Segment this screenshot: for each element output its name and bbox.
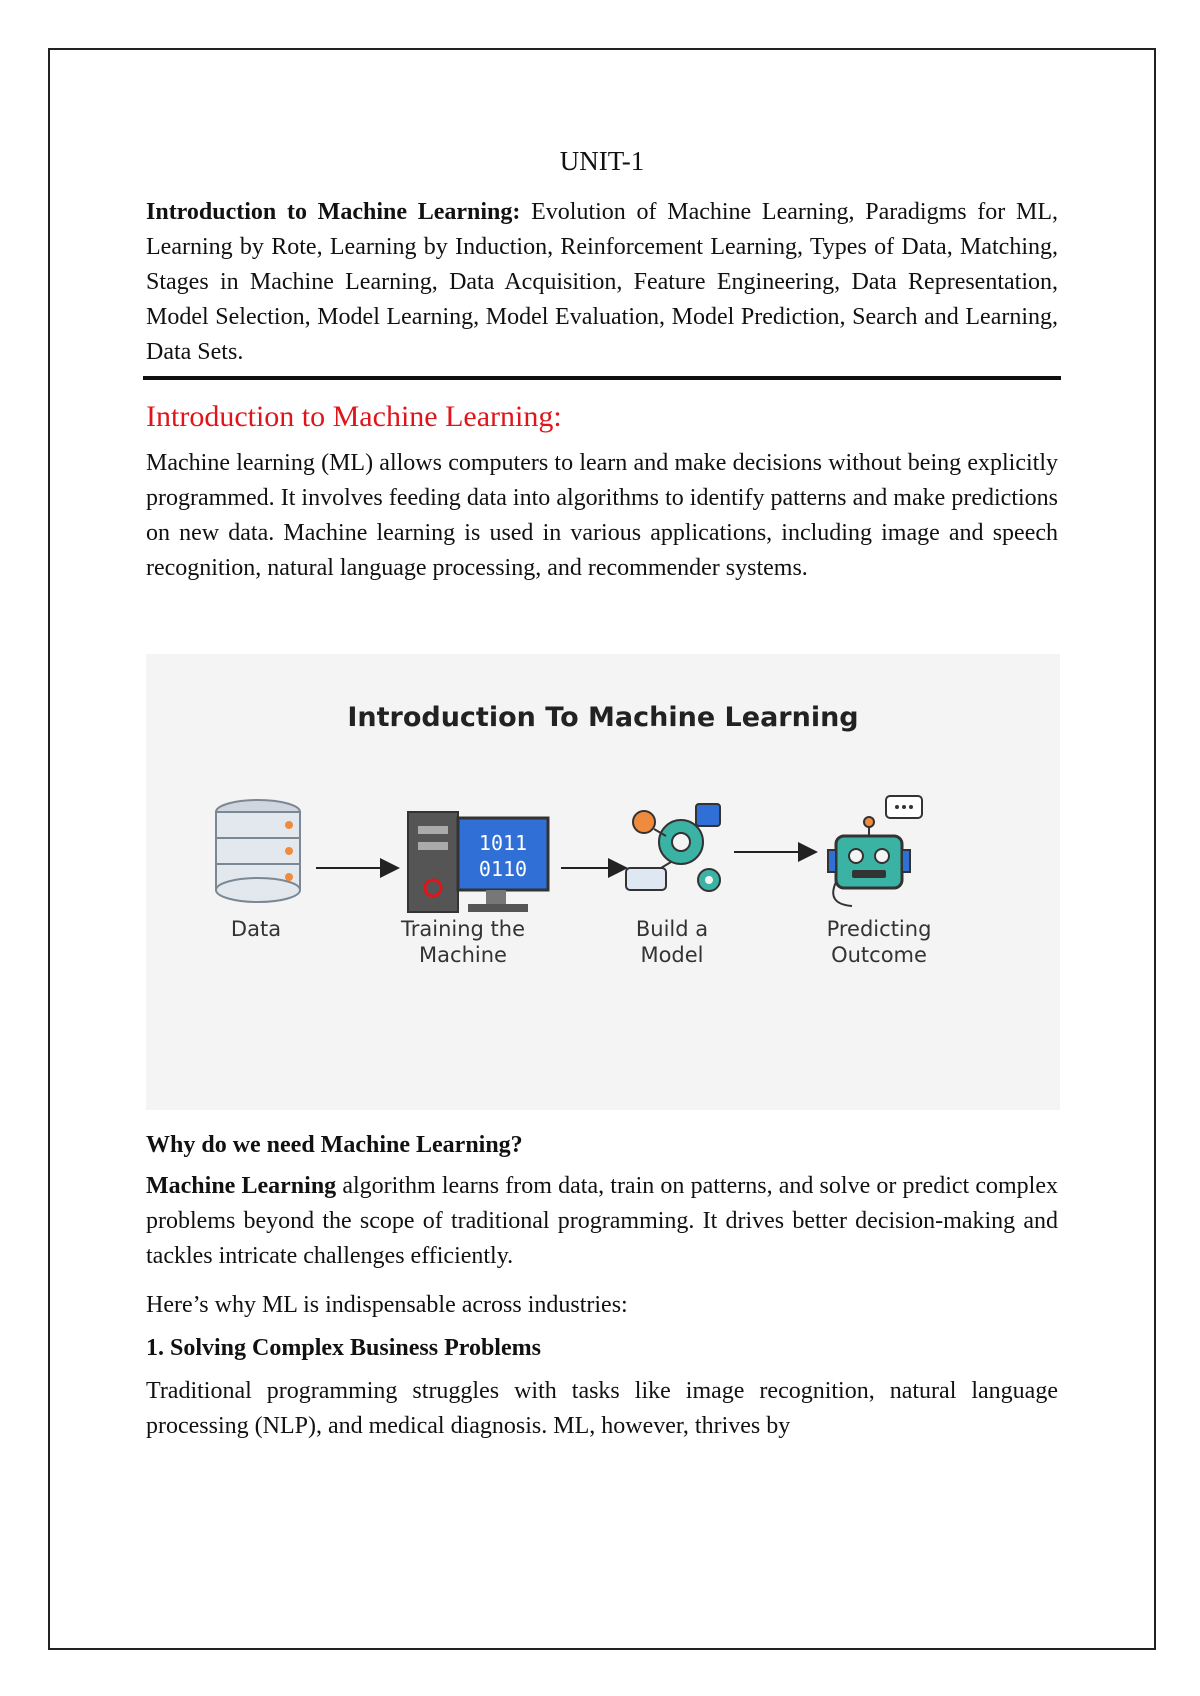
- step-label-model-line2: Model: [640, 943, 704, 967]
- industries-line: Here’s why ML is indispensable across industries:: [146, 1292, 628, 1318]
- syllabus-lead: Introduction to Machine Learning:: [146, 199, 521, 225]
- syllabus-text: Evolution of Machine Learning, Paradigms for ML, Learning by Rote, Learning by Induction, Reinforcement Learning, Types of Data, Matching, Stages in Machine Learning, Data Acquisition, Feature Engineering, Data Representation, Model Selection, Model Learning, Model Evaluation, Model Prediction, Search and Learning, Data Sets.: [146, 199, 1058, 365]
- why-text: algorithm learns from data, train on patterns, and solve or predict complex problems beyond the scope of traditional programming. It drives better decision-making and tackles intricate challenges efficiently.: [146, 1173, 1058, 1269]
- figure-title: Introduction To Machine Learning: [347, 702, 859, 733]
- database-icon: [216, 800, 300, 902]
- figure-diagram: [146, 654, 1060, 1110]
- gears-icon: [626, 804, 720, 891]
- step-label-data: [196, 916, 316, 942]
- unit-title: UNIT-1: [559, 146, 645, 176]
- step-label-data-line1: Data: [230, 917, 282, 941]
- point1-heading: 1. Solving Complex Business Problems: [146, 1335, 541, 1361]
- step-label-model-line1: Build a: [635, 917, 709, 941]
- syllabus-paragraph: [146, 195, 1058, 370]
- step-label-training-line1: Training the: [400, 917, 525, 941]
- point1-paragraph: Traditional programming struggles with tasks like image recognition, natural language processing (NLP), and medical diagnosis. ML, however, thrives by: [146, 1378, 1058, 1439]
- why-paragraph: [146, 1169, 1058, 1274]
- step-label-predicting-line2: Outcome: [831, 943, 927, 967]
- robot-icon: [828, 796, 922, 906]
- step-label-predicting-line1: Predicting: [826, 917, 932, 941]
- intro-paragraph: Machine learning (ML) allows computers to learn and make decisions without being explicitly programmed. It involves feeding data into algorithms to identify patterns and make predictions on new data. Machine learning is used in various applications, including image and speech recognition, natural language processing, and recommender systems.: [146, 450, 1058, 581]
- computer-icon: [408, 812, 548, 912]
- step-label-predicting: [804, 916, 954, 968]
- why-heading: Why do we need Machine Learning?: [146, 1132, 523, 1158]
- step-label-training: [388, 916, 538, 968]
- ml-process-figure: [146, 654, 1060, 1110]
- step-label-model: [612, 916, 732, 968]
- why-lead: Machine Learning: [146, 1173, 337, 1199]
- screen-line-2: 0110: [478, 857, 528, 881]
- section-heading: Introduction to Machine Learning:: [146, 400, 562, 433]
- document-content: [146, 146, 1058, 1444]
- section-divider: [143, 376, 1061, 380]
- screen-line-1: 1011: [478, 831, 528, 855]
- step-label-training-line2: Machine: [419, 943, 507, 967]
